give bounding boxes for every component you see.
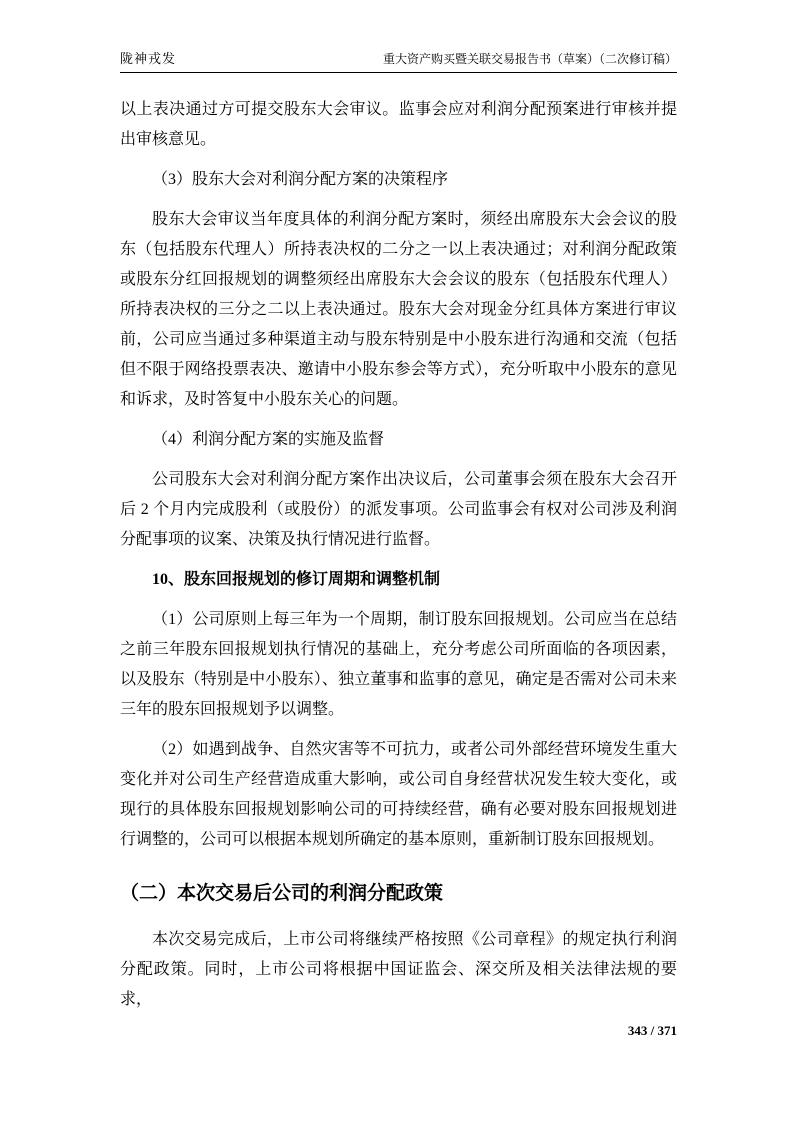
paragraph-continuation: 以上表决通过方可提交股东大会审议。监事会应对利润分配预案进行审核并提出审核意见。 [120,101,677,148]
paragraph-implementation-supervision: 公司股东大会对利润分配方案作出决议后，公司董事会须在股东大会召开后 2 个月内完成股利（或股份）的派发事项。公司监事会有权对公司涉及利润分配事项的议案、决策及执行情况进行监督。 [120,471,677,548]
subheading-item-3: （3）股东大会对利润分配方案的决策程序 [152,171,449,188]
paragraph-post-transaction: 本次交易完成后，上市公司将继续严格按照《公司章程》的规定执行利润分配政策。同时，上市公司将根据中国证监会、深交所及相关法律法规的要求， [120,931,677,1008]
page-number: 343 / 371 [627,1023,677,1038]
heading-revision-cycle: 10、股东回报规划的修订周期和调整机制 [152,571,441,588]
paragraph-decision-procedure: 股东大会审议当年度具体的利润分配方案时，须经出席股东大会会议的股东（包括股东代理人）所持表决权的二分之一以上表决通过；对利润分配政策或股东分红回报规划的调整须经出席股东大会会议的股东（包括股东代理人）所持表决权的三分之二以上表决通过。股东大会对现金分红具体方案进行审议前，公司应当通过多种渠道主动与股东特别是中小股东进行沟通和交流（包括但不限于网络投票表决、邀请中小股东参会等方式），充分听取中小股东的意见和诉求，及时答复中小股东关心的问题。 [120,211,677,408]
header-document-title: 重大资产购买暨关联交易报告书（草案）（二次修订稿） [382,52,677,66]
section-heading-post-transaction-policy: （二）本次交易后公司的利润分配政策 [120,883,444,904]
page-header [120,48,677,73]
document-body [120,95,677,1015]
paragraph-three-year-cycle: （1）公司原则上每三年为一个周期，制订股东回报规划。公司应当在总结之前三年股东回报规划执行情况的基础上，充分考虑公司所面临的各项因素，以及股东（特别是中小股东）、独立董事和监事的意见，确定是否需对公司未来三年的股东回报规划予以调整。 [120,611,677,718]
paragraph-force-majeure: （2）如遇到战争、自然灾害等不可抗力，或者公司外部经营环境发生重大变化并对公司生产经营造成重大影响，或公司自身经营状况发生较大变化，或现行的具体股东回报规划影响公司的可持续经营，确有必要对股东回报规划进行调整的，公司可以根据本规划所确定的基本原则，重新制订股东回报规划。 [120,741,677,848]
subheading-item-4: （4）利润分配方案的实施及监督 [152,431,385,448]
page-footer [628,1022,677,1040]
header-company-name: 陇神戎发 [120,51,177,66]
